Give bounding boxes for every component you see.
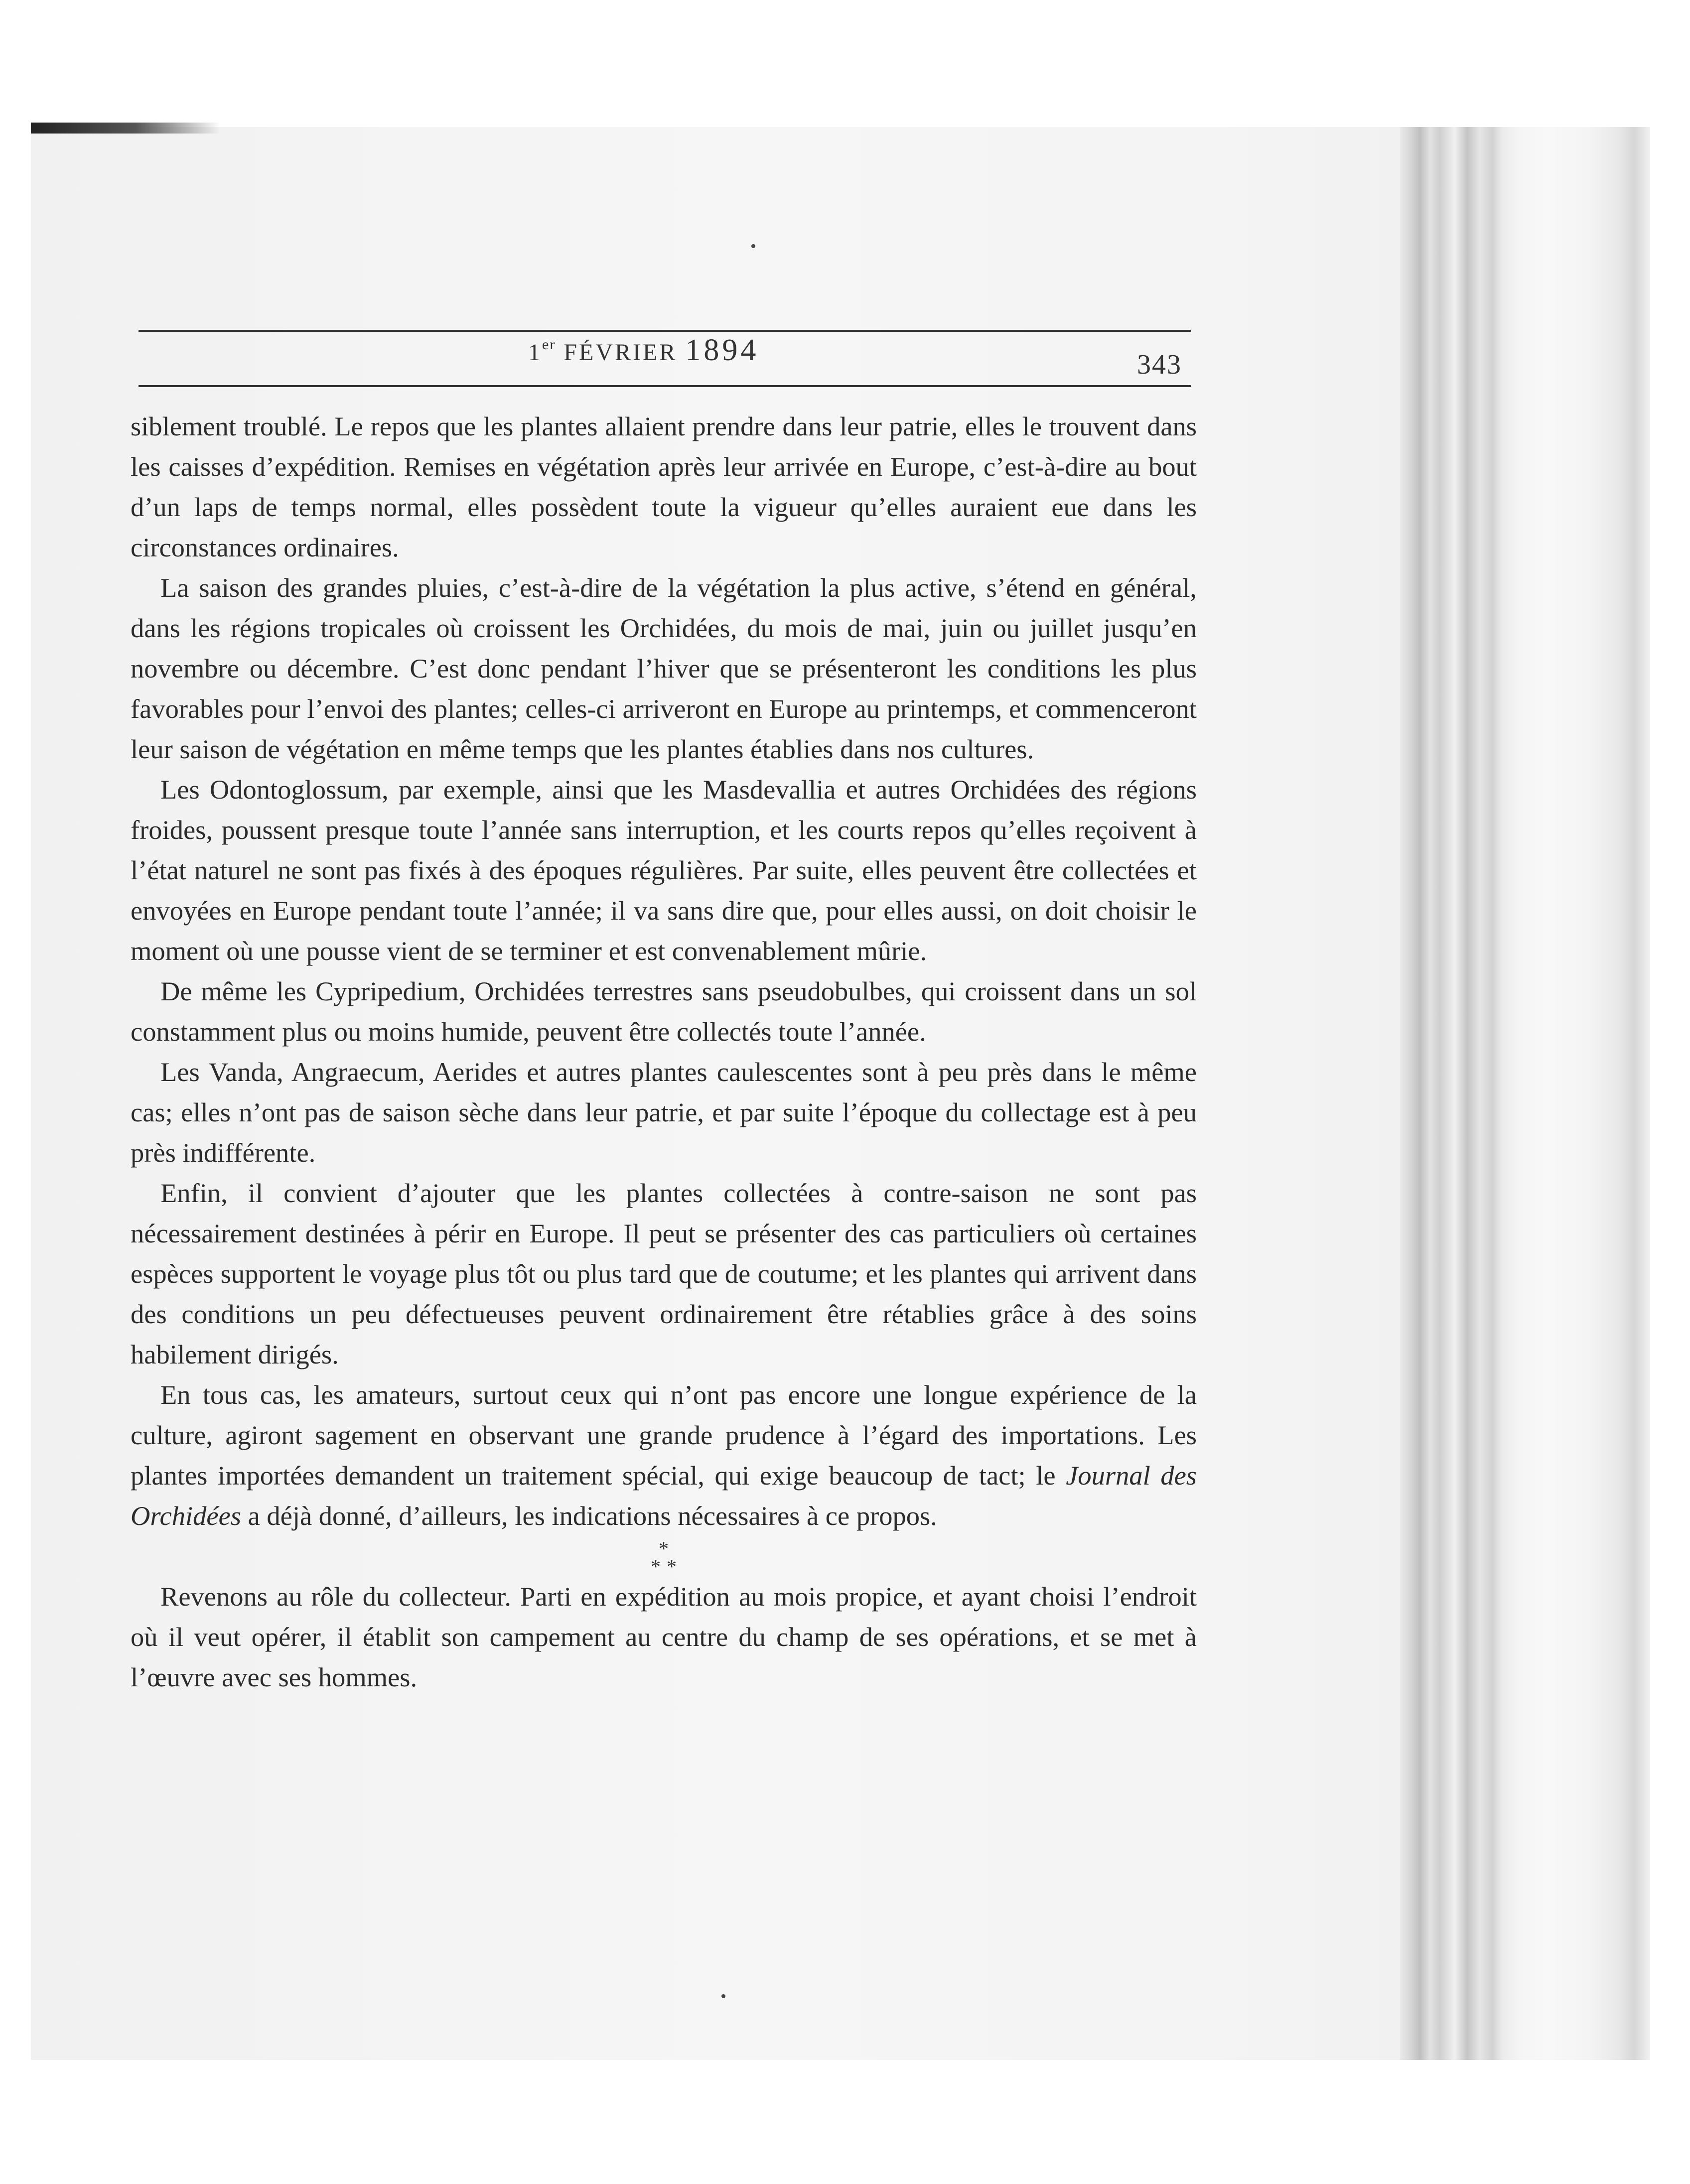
paragraph-4: De même les Cypripedium, Orchidées terrestres sans pseudobulbes, qui croissent dans un sol constamment plus ou moins humide, peuvent être collectés toute l’année.: [131, 976, 1197, 1047]
asterism-left-star: *: [651, 1555, 661, 1578]
paragraph-3: Les Odontoglossum, par exemple, ainsi que les Masdevallia et autres Orchidées des régions froides, poussent presque toute l’année sans interruption, et les courts repos qu’elles reçoivent à l’état naturel ne sont pas fixés à des époques régulières. Par suite, elles peuvent être collectées et envoyées en Europe pendant toute l’année; il va sans dire que, pour elles aussi, on doit choisir le moment où une pousse vient de se terminer et est convenablement mûrie.: [131, 774, 1197, 966]
paragraph-7-end: a déjà donné, d’ailleurs, les indications nécessaires à ce propos.: [241, 1501, 937, 1531]
paragraph-7: [131, 1374, 1197, 1536]
header-month: FÉVRIER: [563, 339, 678, 366]
running-header-date: [528, 333, 759, 368]
header-day: 1: [528, 339, 542, 366]
journal-title: Journal des Orchidées: [131, 1460, 1197, 1531]
asterism-right-star: *: [667, 1555, 677, 1578]
paragraph-7-start: En tous cas, les amateurs, surtout ceux qui n’ont pas encore une longue expérience de la culture, agiront sagement en observant une grande prudence à l’égard des importations. Les plantes importées demandent un traitement spécial, qui exige beaucoup de tact; le: [131, 1379, 1197, 1491]
header-rule-bottom: [139, 385, 1191, 387]
paragraph-6: Enfin, il convient d’ajouter que les plantes collectées à contre-saison ne sont pas nécessairement destinées à périr en Europe. Il peut se présenter des cas particuliers où certaines espèces supportent le voyage plus tôt ou plus tard que de coutume; et les plantes qui arrivent dans des conditions un peu défectueuses peuvent ordinairement être rétablies grâce à des soins habilement dirigés.: [131, 1178, 1197, 1369]
book-page-edges: [1400, 127, 1650, 2060]
paragraph-8: Revenons au rôle du collecteur. Parti en expédition au mois propice, et ayant choisi l’endroit où il veut opérer, il établit son campement au centre du champ de ses opérations, et se met à l’œuvre avec ses hommes.: [131, 1581, 1197, 1692]
paragraph-1: siblement troublé. Le repos que les plantes allaient prendre dans leur patrie, elles le trouvent dans les caisses d’expédition. Remises en végétation après leur arrivée en Europe, c’est-à-dire au bout d’un laps de temps normal, elles possèdent toute la vigueur qu’elles auraient eue dans les circonstances ordinaires.: [131, 411, 1197, 562]
header-rule-top: [139, 330, 1191, 332]
body-text: [131, 406, 1197, 1697]
scan-edge-shadow: [31, 123, 220, 134]
speck: [751, 244, 755, 248]
header-day-suffix: er: [542, 336, 556, 353]
page-number: 343: [1137, 349, 1182, 380]
paragraph-5: Les Vanda, Angraecum, Aerides et autres plantes caulescentes sont à peu près dans le même cas; elles n’ont pas de saison sèche dans leur patrie, et par suite l’époque du collectage est à peu près indifférente.: [131, 1057, 1197, 1168]
speck: [721, 1994, 725, 1998]
asterism-bottom-row: [131, 1555, 1197, 1578]
asterism-divider: [131, 1536, 1197, 1576]
asterism-top-star: *: [659, 1537, 669, 1560]
paragraph-2: La saison des grandes pluies, c’est-à-dire de la végétation la plus active, s’étend en général, dans les régions tropicales où croissent les Orchidées, du mois de mai, juin ou juillet jusqu’en novembre ou décembre. C’est donc pendant l’hiver que se présenteront les conditions les plus favorables pour l’envoi des plantes; celles-ci arriveront en Europe au printemps, et commenceront leur saison de végétation en même temps que les plantes établies dans nos cultures.: [131, 572, 1197, 764]
header-year: 1894: [685, 333, 759, 367]
